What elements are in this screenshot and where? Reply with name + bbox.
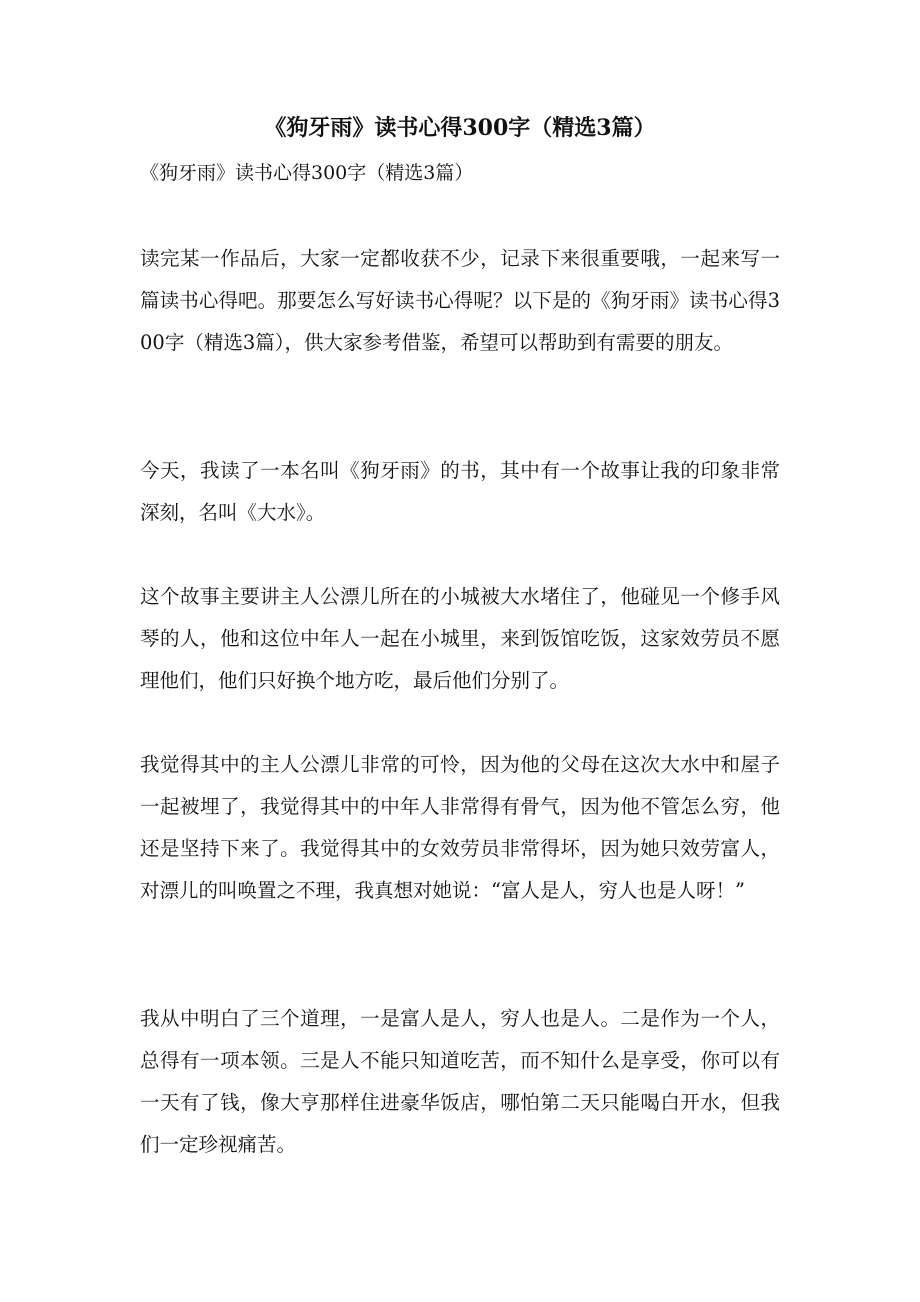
paragraph: 这个故事主要讲主人公漂儿所在的小城被大水堵住了，他碰见一个修手风琴的人，他和这位中年人一起在小城里，来到饭馆吃饭，这家效劳员不愿理他们，他们只好换个地方吃，最后他们分别了。 xyxy=(140,585,780,692)
paragraph: 我觉得其中的主人公漂儿非常的可怜，因为他的父母在这次大水中和屋子一起被埋了，我觉得其中的中年人非常得有骨气，因为他不管怎么穷，他还是坚持下来了。我觉得其中的女效劳员非常得坏，因为她只效劳富人，对漂儿的叫唤置之不理，我真想对她说：“富人是人，穷人也是人呀！” xyxy=(140,753,780,902)
paragraph: 今天，我读了一本名叫《狗牙雨》的书，其中有一个故事让我的印象非常深刻，名叫《大水》。 xyxy=(140,459,780,524)
paragraph: 我从中明白了三个道理，一是富人是人，穷人也是人。二是作为一个人，总得有一项本领。三是人不能只知道吃苦，而不知什么是享受，你可以有一天有了钱，像大亨那样住进豪华饭店，哪怕第二天只能喝白开水，但我们一定珍视痛苦。 xyxy=(140,1007,780,1156)
paragraph-intro: 读完某一作品后，大家一定都收获不少，记录下来很重要哦，一起来写一篇读书心得吧。那要怎么写好读书心得呢？以下是的《狗牙雨》读书心得300字（精选3篇），供大家参考借鉴，希望可以帮助到有需要的朋友。 xyxy=(140,247,780,354)
document-subtitle: 《狗牙雨》读书心得300字（精选3篇） xyxy=(140,162,474,184)
document-title: 《狗牙雨》读书心得300字（精选3篇） xyxy=(264,115,656,141)
